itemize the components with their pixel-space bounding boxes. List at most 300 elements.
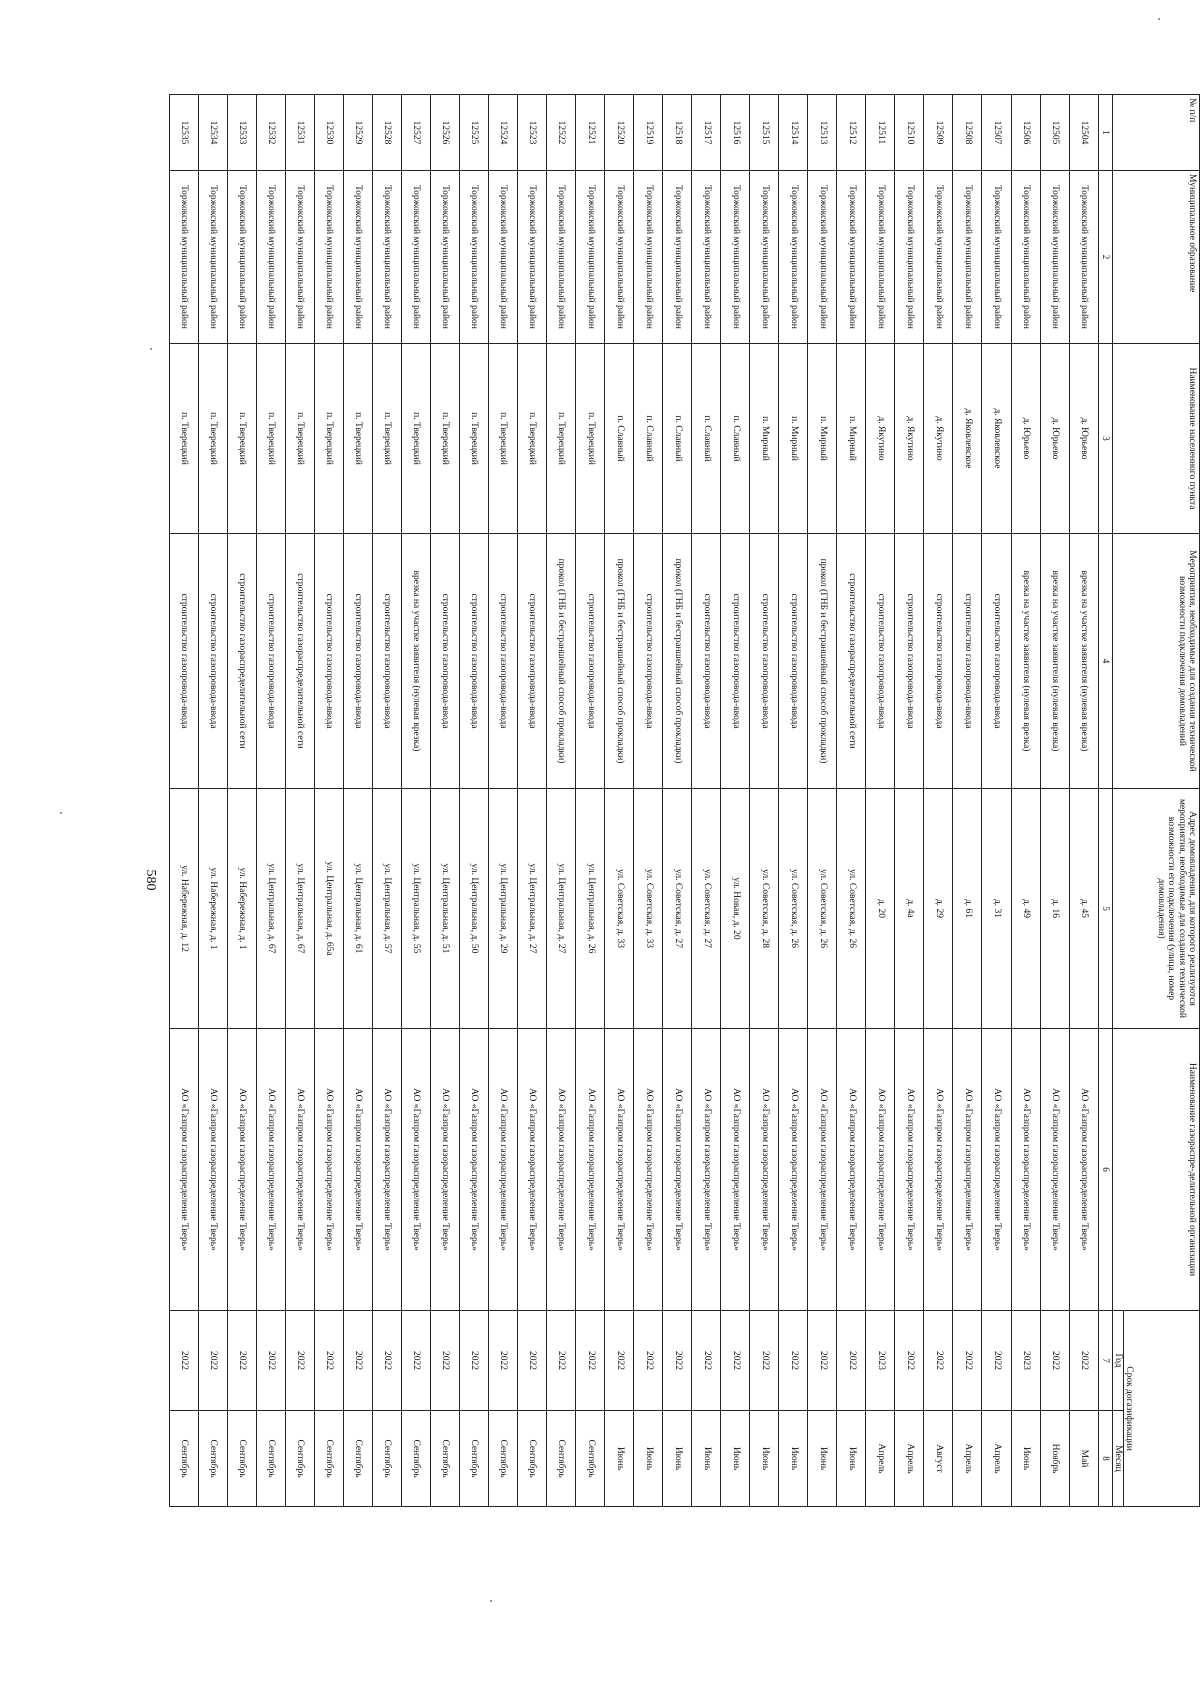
cell-month: Июнь bbox=[721, 1411, 750, 1507]
cell-activity: строительство газопровода-ввода bbox=[634, 534, 663, 789]
cell-locality: п. Мирный bbox=[750, 344, 779, 534]
cell-municipality: Торжокский муниципальный район bbox=[1011, 171, 1040, 344]
cell-month: Апрель bbox=[953, 1411, 982, 1507]
cell-municipality: Торжокский муниципальный район bbox=[924, 171, 953, 344]
cell-address: д. 20 bbox=[866, 789, 895, 1029]
cell-year: 2022 bbox=[837, 1311, 866, 1411]
cell-month: Сентябрь bbox=[170, 1411, 199, 1507]
column-index-cell: 8 bbox=[1098, 1411, 1112, 1507]
cell-activity: строительство газопровода-ввода bbox=[576, 534, 605, 789]
cell-activity: врезка на участке заявителя (нулевая врезка) bbox=[1040, 534, 1069, 789]
cell-organization: АО «Газпром газораспределение Тверь» bbox=[1040, 1029, 1069, 1311]
cell-num: 12524 bbox=[489, 95, 518, 171]
cell-municipality: Торжокский муниципальный район bbox=[547, 171, 576, 344]
cell-month: Сентябрь bbox=[402, 1411, 431, 1507]
cell-municipality: Торжокский муниципальный район bbox=[779, 171, 808, 344]
cell-locality: п. Тверецкий bbox=[199, 344, 228, 534]
cell-organization: АО «Газпром газораспределение Тверь» bbox=[808, 1029, 837, 1311]
cell-activity: прокол (ГНБ и бестраншейный способ прокладки) bbox=[808, 534, 837, 789]
cell-organization: АО «Газпром газораспределение Тверь» bbox=[779, 1029, 808, 1311]
cell-locality: п. Тверецкий bbox=[286, 344, 315, 534]
cell-year: 2022 bbox=[257, 1311, 286, 1411]
cell-year: 2022 bbox=[489, 1311, 518, 1411]
cell-organization: АО «Газпром газораспределение Тверь» bbox=[895, 1029, 924, 1311]
cell-year: 2022 bbox=[692, 1311, 721, 1411]
cell-num: 12514 bbox=[779, 95, 808, 171]
cell-activity: прокол (ГНБ и бестраншейный способ прокладки) bbox=[547, 534, 576, 789]
cell-month: Июнь bbox=[808, 1411, 837, 1507]
cell-month: Сентябрь bbox=[373, 1411, 402, 1507]
cell-municipality: Торжокский муниципальный район bbox=[286, 171, 315, 344]
cell-month: Июнь bbox=[779, 1411, 808, 1507]
cell-month: Июнь bbox=[692, 1411, 721, 1507]
cell-month: Сентябрь bbox=[257, 1411, 286, 1507]
cell-num: 12515 bbox=[750, 95, 779, 171]
cell-locality: п. Тверецкий bbox=[518, 344, 547, 534]
cell-month: Июнь bbox=[663, 1411, 692, 1507]
cell-locality: д. Юрьево bbox=[1040, 344, 1069, 534]
table-row bbox=[286, 95, 315, 1507]
cell-municipality: Торжокский муниципальный район bbox=[605, 171, 634, 344]
cell-municipality: Торжокский муниципальный район bbox=[344, 171, 373, 344]
cell-month: Апрель bbox=[982, 1411, 1011, 1507]
cell-municipality: Торжокский муниципальный район bbox=[895, 171, 924, 344]
cell-activity: строительство газопровода-ввода bbox=[924, 534, 953, 789]
cell-year: 2022 bbox=[518, 1311, 547, 1411]
cell-month: Сентябрь bbox=[518, 1411, 547, 1507]
cell-municipality: Торжокский муниципальный район bbox=[315, 171, 344, 344]
column-index-cell: 3 bbox=[1098, 344, 1112, 534]
table-row bbox=[692, 95, 721, 1507]
cell-year: 2022 bbox=[547, 1311, 576, 1411]
table-row bbox=[431, 95, 460, 1507]
cell-year: 2023 bbox=[866, 1311, 895, 1411]
cell-address: ул. Центральная, д. 57 bbox=[373, 789, 402, 1029]
cell-year: 2022 bbox=[286, 1311, 315, 1411]
cell-municipality: Торжокский муниципальный район bbox=[808, 171, 837, 344]
cell-organization: АО «Газпром газораспределение Тверь» bbox=[257, 1029, 286, 1311]
cell-year: 2022 bbox=[1040, 1311, 1069, 1411]
cell-organization: АО «Газпром газораспределение Тверь» bbox=[663, 1029, 692, 1311]
cell-year: 2022 bbox=[634, 1311, 663, 1411]
cell-month: Июнь bbox=[605, 1411, 634, 1507]
table-row bbox=[750, 95, 779, 1507]
cell-activity: строительство газопровода-ввода bbox=[460, 534, 489, 789]
cell-address: ул. Центральная, д. 65а bbox=[315, 789, 344, 1029]
cell-month: Июнь bbox=[1011, 1411, 1040, 1507]
table-row bbox=[547, 95, 576, 1507]
cell-num: 12518 bbox=[663, 95, 692, 171]
cell-address: д. 49 bbox=[1011, 789, 1040, 1029]
cell-activity: строительство газораспределительной сети bbox=[228, 534, 257, 789]
cell-num: 12509 bbox=[924, 95, 953, 171]
table-row bbox=[1040, 95, 1069, 1507]
cell-num: 12508 bbox=[953, 95, 982, 171]
column-index-row bbox=[1098, 95, 1112, 1507]
cell-num: 12513 bbox=[808, 95, 837, 171]
cell-activity: строительство газопровода-ввода bbox=[895, 534, 924, 789]
cell-num: 12533 bbox=[228, 95, 257, 171]
cell-locality: д. Якутино bbox=[866, 344, 895, 534]
cell-num: 12512 bbox=[837, 95, 866, 171]
column-index-cell: 1 bbox=[1098, 95, 1112, 171]
cell-organization: АО «Газпром газораспределение Тверь» bbox=[750, 1029, 779, 1311]
cell-year: 2022 bbox=[373, 1311, 402, 1411]
cell-municipality: Торжокский муниципальный район bbox=[576, 171, 605, 344]
cell-address: ул. Центральная, д. 27 bbox=[547, 789, 576, 1029]
cell-address: ул. Советская, д. 26 bbox=[837, 789, 866, 1029]
cell-locality: п. Славный bbox=[634, 344, 663, 534]
header-address: Адрес домовладения, для которого реализуются мероприятия, необходимые для создания технической возможности его подключения (улица, номер домовладения) bbox=[1112, 789, 1199, 1029]
cell-month: Сентябрь bbox=[344, 1411, 373, 1507]
table-row bbox=[634, 95, 663, 1507]
cell-organization: АО «Газпром газораспределение Тверь» bbox=[315, 1029, 344, 1311]
cell-locality: п. Тверецкий bbox=[460, 344, 489, 534]
cell-month: Июнь bbox=[750, 1411, 779, 1507]
cell-organization: АО «Газпром газораспределение Тверь» bbox=[199, 1029, 228, 1311]
table-row bbox=[373, 95, 402, 1507]
cell-activity: строительство газопровода-ввода bbox=[721, 534, 750, 789]
cell-month: Сентябрь bbox=[199, 1411, 228, 1507]
cell-locality: п. Тверецкий bbox=[315, 344, 344, 534]
cell-municipality: Торжокский муниципальный район bbox=[866, 171, 895, 344]
cell-num: 12517 bbox=[692, 95, 721, 171]
cell-municipality: Торжокский муниципальный район bbox=[402, 171, 431, 344]
cell-locality: п. Славный bbox=[605, 344, 634, 534]
cell-address: д. 29 bbox=[924, 789, 953, 1029]
cell-month: Сентябрь bbox=[576, 1411, 605, 1507]
cell-organization: АО «Газпром газораспределение Тверь» bbox=[721, 1029, 750, 1311]
cell-num: 12505 bbox=[1040, 95, 1069, 171]
header-activities: Мероприятия, необходимые для создания технической возможности подключения домовладений bbox=[1112, 534, 1199, 789]
cell-month: Сентябрь bbox=[315, 1411, 344, 1507]
cell-municipality: Торжокский муниципальный район bbox=[837, 171, 866, 344]
cell-address: ул. Центральная, д. 67 bbox=[286, 789, 315, 1029]
cell-month: Апрель bbox=[866, 1411, 895, 1507]
cell-municipality: Торжокский муниципальный район bbox=[257, 171, 286, 344]
cell-municipality: Торжокский муниципальный район bbox=[1069, 171, 1098, 344]
cell-activity: строительство газопровода-ввода bbox=[431, 534, 460, 789]
cell-activity: строительство газопровода-ввода bbox=[953, 534, 982, 789]
cell-activity: строительство газопровода-ввода bbox=[373, 534, 402, 789]
cell-num: 12532 bbox=[257, 95, 286, 171]
table-row bbox=[895, 95, 924, 1507]
cell-organization: АО «Газпром газораспределение Тверь» bbox=[489, 1029, 518, 1311]
table-row bbox=[779, 95, 808, 1507]
header-year: Год bbox=[1112, 1311, 1123, 1411]
cell-organization: АО «Газпром газораспределение Тверь» bbox=[170, 1029, 199, 1311]
cell-num: 12528 bbox=[373, 95, 402, 171]
table-row bbox=[721, 95, 750, 1507]
scan-speck bbox=[150, 348, 152, 350]
rotated-document bbox=[169, 94, 1200, 1506]
cell-year: 2022 bbox=[808, 1311, 837, 1411]
cell-address: ул. Набережная, д. 1 bbox=[228, 789, 257, 1029]
cell-locality: п. Тверецкий bbox=[257, 344, 286, 534]
cell-organization: АО «Газпром газораспределение Тверь» bbox=[953, 1029, 982, 1311]
header-organization: Наименование газораспре-делительной организации bbox=[1112, 1029, 1199, 1311]
cell-activity: строительство газопровода-ввода bbox=[170, 534, 199, 789]
header-municipality: Муниципальное образование bbox=[1112, 171, 1199, 344]
cell-locality: п. Мирный bbox=[779, 344, 808, 534]
header-term: Срок догазификации bbox=[1124, 1311, 1200, 1507]
cell-municipality: Торжокский муниципальный район bbox=[634, 171, 663, 344]
cell-municipality: Торжокский муниципальный район bbox=[489, 171, 518, 344]
table-row bbox=[663, 95, 692, 1507]
table-row bbox=[605, 95, 634, 1507]
cell-num: 12521 bbox=[576, 95, 605, 171]
header-locality: Наименование населенного пункта bbox=[1112, 344, 1199, 534]
cell-num: 12527 bbox=[402, 95, 431, 171]
cell-address: ул. Центральная, д. 61 bbox=[344, 789, 373, 1029]
cell-year: 2022 bbox=[721, 1311, 750, 1411]
cell-locality: п. Тверецкий bbox=[489, 344, 518, 534]
cell-year: 2022 bbox=[460, 1311, 489, 1411]
cell-activity: строительство газопровода-ввода bbox=[199, 534, 228, 789]
cell-month: Сентябрь bbox=[228, 1411, 257, 1507]
cell-month: Сентябрь bbox=[489, 1411, 518, 1507]
cell-organization: АО «Газпром газораспределение Тверь» bbox=[344, 1029, 373, 1311]
cell-address: ул. Центральная, д. 29 bbox=[489, 789, 518, 1029]
table-row bbox=[344, 95, 373, 1507]
cell-num: 12504 bbox=[1069, 95, 1098, 171]
cell-municipality: Торжокский муниципальный район bbox=[373, 171, 402, 344]
cell-month: Август bbox=[924, 1411, 953, 1507]
cell-locality: п. Тверецкий bbox=[170, 344, 199, 534]
cell-activity: прокол (ГНБ и бестраншейный способ прокладки) bbox=[605, 534, 634, 789]
cell-num: 12516 bbox=[721, 95, 750, 171]
cell-activity: врезка на участке заявителя (нулевая врезка) bbox=[1069, 534, 1098, 789]
cell-activity: строительство газопровода-ввода bbox=[257, 534, 286, 789]
cell-num: 12507 bbox=[982, 95, 1011, 171]
cell-num: 12506 bbox=[1011, 95, 1040, 171]
cell-year: 2022 bbox=[315, 1311, 344, 1411]
cell-address: д. 16 bbox=[1040, 789, 1069, 1029]
cell-month: Сентябрь bbox=[431, 1411, 460, 1507]
column-index-cell: 4 bbox=[1098, 534, 1112, 789]
scan-speck bbox=[1158, 18, 1160, 20]
cell-month: Сентябрь bbox=[547, 1411, 576, 1507]
cell-municipality: Торжокский муниципальный район bbox=[982, 171, 1011, 344]
table-row bbox=[257, 95, 286, 1507]
cell-activity: строительство газопровода-ввода bbox=[692, 534, 721, 789]
cell-num: 12523 bbox=[518, 95, 547, 171]
cell-locality: д. Яковлевское bbox=[982, 344, 1011, 534]
cell-num: 12534 bbox=[199, 95, 228, 171]
cell-organization: АО «Газпром газораспределение Тверь» bbox=[286, 1029, 315, 1311]
cell-address: ул. Центральная, д. 27 bbox=[518, 789, 547, 1029]
cell-address: ул. Советская, д. 27 bbox=[692, 789, 721, 1029]
cell-organization: АО «Газпром газораспределение Тверь» bbox=[460, 1029, 489, 1311]
cell-activity: строительство газораспределительной сети bbox=[286, 534, 315, 789]
table-row bbox=[953, 95, 982, 1507]
cell-year: 2022 bbox=[344, 1311, 373, 1411]
cell-municipality: Торжокский муниципальный район bbox=[721, 171, 750, 344]
cell-locality: п. Тверецкий bbox=[547, 344, 576, 534]
cell-activity: строительство газопровода-ввода bbox=[982, 534, 1011, 789]
cell-organization: АО «Газпром газораспределение Тверь» bbox=[866, 1029, 895, 1311]
cell-municipality: Торжокский муниципальный район bbox=[170, 171, 199, 344]
cell-municipality: Торжокский муниципальный район bbox=[750, 171, 779, 344]
cell-month: Апрель bbox=[895, 1411, 924, 1507]
cell-address: д. 31 bbox=[982, 789, 1011, 1029]
cell-address: ул. Набережная, д. 1 bbox=[199, 789, 228, 1029]
cell-locality: д. Юрьево bbox=[1069, 344, 1098, 534]
cell-year: 2022 bbox=[402, 1311, 431, 1411]
cell-activity: врезка на участке заявителя (нулевая врезка) bbox=[1011, 534, 1040, 789]
cell-organization: АО «Газпром газораспределение Тверь» bbox=[692, 1029, 721, 1311]
cell-locality: п. Славный bbox=[692, 344, 721, 534]
cell-year: 2022 bbox=[982, 1311, 1011, 1411]
cell-organization: АО «Газпром газораспределение Тверь» bbox=[402, 1029, 431, 1311]
cell-municipality: Торжокский муниципальный район bbox=[228, 171, 257, 344]
cell-organization: АО «Газпром газораспределение Тверь» bbox=[576, 1029, 605, 1311]
table-row bbox=[808, 95, 837, 1507]
gasification-table bbox=[169, 94, 1200, 1507]
cell-address: ул. Советская, д. 26 bbox=[808, 789, 837, 1029]
cell-locality: п. Мирный bbox=[808, 344, 837, 534]
column-index-cell: 7 bbox=[1098, 1311, 1112, 1411]
table-row bbox=[228, 95, 257, 1507]
cell-address: ул. Советская, д. 33 bbox=[634, 789, 663, 1029]
cell-locality: д. Якутино bbox=[895, 344, 924, 534]
cell-address: ул. Центральная, д. 50 bbox=[460, 789, 489, 1029]
cell-year: 2022 bbox=[170, 1311, 199, 1411]
table-row bbox=[576, 95, 605, 1507]
cell-num: 12526 bbox=[431, 95, 460, 171]
cell-activity: строительство газопровода-ввода bbox=[779, 534, 808, 789]
cell-year: 2022 bbox=[576, 1311, 605, 1411]
table-row bbox=[315, 95, 344, 1507]
cell-year: 2022 bbox=[1069, 1311, 1098, 1411]
cell-municipality: Торжокский муниципальный район bbox=[431, 171, 460, 344]
cell-year: 2022 bbox=[750, 1311, 779, 1411]
cell-locality: п. Тверецкий bbox=[431, 344, 460, 534]
table-row bbox=[1069, 95, 1098, 1507]
cell-address: д. 61 bbox=[953, 789, 982, 1029]
cell-month: Ноябрь bbox=[1040, 1411, 1069, 1507]
cell-locality: п. Тверецкий bbox=[576, 344, 605, 534]
cell-organization: АО «Газпром газораспределение Тверь» bbox=[924, 1029, 953, 1311]
cell-year: 2023 bbox=[1011, 1311, 1040, 1411]
cell-organization: АО «Газпром газораспределение Тверь» bbox=[518, 1029, 547, 1311]
cell-address: ул. Советская, д. 26 bbox=[779, 789, 808, 1029]
cell-activity: строительство газопровода-ввода bbox=[866, 534, 895, 789]
cell-num: 12510 bbox=[895, 95, 924, 171]
cell-year: 2022 bbox=[199, 1311, 228, 1411]
cell-num: 12535 bbox=[170, 95, 199, 171]
column-index-cell: 2 bbox=[1098, 171, 1112, 344]
cell-locality: п. Тверецкий bbox=[373, 344, 402, 534]
cell-year: 2022 bbox=[924, 1311, 953, 1411]
cell-month: Май bbox=[1069, 1411, 1098, 1507]
cell-address: ул. Советская, д. 27 bbox=[663, 789, 692, 1029]
cell-num: 12520 bbox=[605, 95, 634, 171]
cell-year: 2022 bbox=[663, 1311, 692, 1411]
cell-municipality: Торжокский муниципальный район bbox=[460, 171, 489, 344]
cell-activity: строительство газопровода-ввода bbox=[344, 534, 373, 789]
column-index-cell: 6 bbox=[1098, 1029, 1112, 1311]
page-number: 580 bbox=[143, 869, 158, 891]
cell-locality: п. Тверецкий bbox=[344, 344, 373, 534]
table-row bbox=[866, 95, 895, 1507]
cell-organization: АО «Газпром газораспределение Тверь» bbox=[982, 1029, 1011, 1311]
cell-locality: п. Мирный bbox=[837, 344, 866, 534]
table-row bbox=[1011, 95, 1040, 1507]
cell-organization: АО «Газпром газораспределение Тверь» bbox=[431, 1029, 460, 1311]
cell-month: Сентябрь bbox=[286, 1411, 315, 1507]
table-row bbox=[982, 95, 1011, 1507]
table-row bbox=[460, 95, 489, 1507]
cell-municipality: Торжокский муниципальный район bbox=[953, 171, 982, 344]
cell-organization: АО «Газпром газораспределение Тверь» bbox=[605, 1029, 634, 1311]
table-row bbox=[489, 95, 518, 1507]
cell-locality: д. Якутино bbox=[924, 344, 953, 534]
cell-num: 12522 bbox=[547, 95, 576, 171]
cell-year: 2022 bbox=[953, 1311, 982, 1411]
cell-activity: строительство газораспределительной сети bbox=[837, 534, 866, 789]
cell-address: ул. Центральная, д. 55 bbox=[402, 789, 431, 1029]
cell-num: 12525 bbox=[460, 95, 489, 171]
cell-year: 2022 bbox=[779, 1311, 808, 1411]
cell-address: ул. Набережная, д. 12 bbox=[170, 789, 199, 1029]
table-row bbox=[170, 95, 199, 1507]
cell-address: ул. Центральная, д. 67 bbox=[257, 789, 286, 1029]
cell-address: ул. Советская, д. 33 bbox=[605, 789, 634, 1029]
cell-locality: д. Яковлевское bbox=[953, 344, 982, 534]
cell-year: 2022 bbox=[228, 1311, 257, 1411]
cell-organization: АО «Газпром газораспределение Тверь» bbox=[634, 1029, 663, 1311]
cell-locality: п. Славный bbox=[663, 344, 692, 534]
cell-organization: АО «Газпром газораспределение Тверь» bbox=[1069, 1029, 1098, 1311]
cell-organization: АО «Газпром газораспределение Тверь» bbox=[1011, 1029, 1040, 1311]
cell-organization: АО «Газпром газораспределение Тверь» bbox=[373, 1029, 402, 1311]
cell-activity: строительство газопровода-ввода bbox=[518, 534, 547, 789]
cell-num: 12511 bbox=[866, 95, 895, 171]
cell-year: 2022 bbox=[895, 1311, 924, 1411]
cell-num: 12529 bbox=[344, 95, 373, 171]
cell-municipality: Торжокский муниципальный район bbox=[663, 171, 692, 344]
table-row bbox=[402, 95, 431, 1507]
table-row bbox=[199, 95, 228, 1507]
scan-speck bbox=[490, 1600, 492, 1602]
cell-municipality: Торжокский муниципальный район bbox=[518, 171, 547, 344]
table-body bbox=[170, 95, 1099, 1507]
cell-month: Июнь bbox=[634, 1411, 663, 1507]
cell-organization: АО «Газпром газораспределение Тверь» bbox=[547, 1029, 576, 1311]
column-index-cell: 5 bbox=[1098, 789, 1112, 1029]
cell-year: 2022 bbox=[431, 1311, 460, 1411]
cell-address: ул. Новая, д. 20 bbox=[721, 789, 750, 1029]
cell-month: Сентябрь bbox=[460, 1411, 489, 1507]
cell-locality: п. Славный bbox=[721, 344, 750, 534]
cell-address: ул. Советская, д. 28 bbox=[750, 789, 779, 1029]
table-row bbox=[518, 95, 547, 1507]
cell-municipality: Торжокский муниципальный район bbox=[199, 171, 228, 344]
cell-address: ул. Центральная, д. 26 bbox=[576, 789, 605, 1029]
cell-activity: строительство газопровода-ввода bbox=[750, 534, 779, 789]
table-row bbox=[837, 95, 866, 1507]
cell-organization: АО «Газпром газораспределение Тверь» bbox=[837, 1029, 866, 1311]
cell-address: д. 4а bbox=[895, 789, 924, 1029]
cell-activity: строительство газопровода-ввода bbox=[315, 534, 344, 789]
table-row bbox=[924, 95, 953, 1507]
cell-activity: прокол (ГНБ и бестраншейный способ прокладки) bbox=[663, 534, 692, 789]
cell-activity: строительство газопровода-ввода bbox=[489, 534, 518, 789]
cell-year: 2022 bbox=[605, 1311, 634, 1411]
cell-num: 12530 bbox=[315, 95, 344, 171]
cell-locality: п. Тверецкий bbox=[228, 344, 257, 534]
